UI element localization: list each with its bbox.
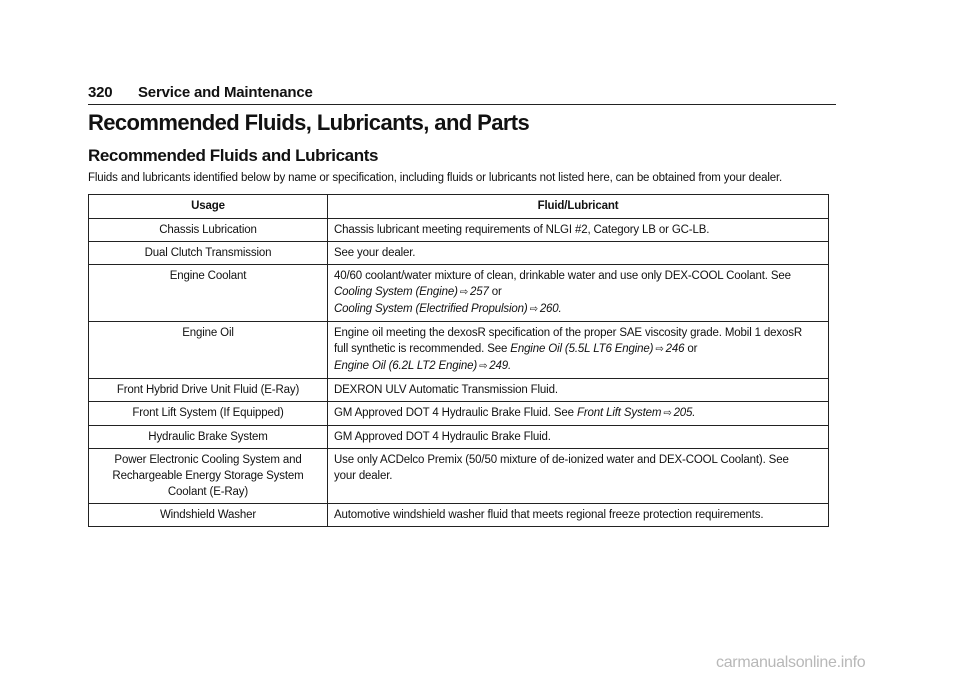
usage-cell: Engine Coolant	[89, 265, 328, 322]
reference-page[interactable]: 249.	[489, 360, 512, 372]
cross-reference-link[interactable]: Engine Oil (6.2L LT2 Engine)	[334, 360, 478, 372]
cross-reference-link[interactable]: Cooling System (Electrified Propulsion)	[334, 303, 528, 315]
fluid-cell	[328, 449, 829, 504]
fluid-cell	[328, 265, 829, 322]
or-text: or	[491, 286, 502, 298]
table-row	[89, 379, 829, 402]
fluids-table	[88, 194, 829, 527]
fluid-text: GM Approved DOT 4 Hydraulic Brake Fluid. See	[334, 407, 574, 419]
page-arrow-icon: ⇨	[459, 287, 468, 298]
table-header-row	[89, 195, 829, 219]
table-row	[89, 426, 829, 449]
or-text: or	[687, 343, 698, 355]
cross-reference-link[interactable]: Front Lift System	[576, 407, 662, 419]
cross-reference-link[interactable]: Engine Oil (5.5L LT6 Engine)	[510, 343, 654, 355]
usage-cell	[89, 449, 328, 504]
fluid-cell: GM Approved DOT 4 Hydraulic Brake Fluid.	[328, 426, 829, 449]
fluid-cell: DEXRON ULV Automatic Transmission Fluid.	[328, 379, 829, 402]
fluid-cell	[328, 402, 829, 426]
watermark: carmanualsonline.info	[716, 654, 866, 671]
fluid-cell	[328, 322, 829, 379]
section-title: Service and Maintenance	[138, 84, 313, 101]
usage-cell: Front Hybrid Drive Unit Fluid (E-Ray)	[89, 379, 328, 402]
section-subtitle: Recommended Fluids and Lubricants	[88, 146, 379, 165]
page-number: 320	[88, 84, 113, 101]
usage-line: Rechargeable Energy Storage System	[112, 470, 304, 482]
column-header-usage: Usage	[89, 195, 328, 219]
table-row	[89, 402, 829, 426]
fluid-text: Use only ACDelco Premix (50/50 mixture of de-ionized water and DEX-COOL Coolant). See	[334, 454, 789, 466]
table-row	[89, 322, 829, 379]
column-header-fluid: Fluid/Lubricant	[328, 195, 829, 219]
usage-line: Power Electronic Cooling System and	[114, 454, 302, 466]
usage-cell: Hydraulic Brake System	[89, 426, 328, 449]
fluid-cell: Automotive windshield washer fluid that meets regional freeze protection requirements.	[328, 504, 829, 527]
page-arrow-icon: ⇨	[663, 408, 672, 419]
reference-page[interactable]: 257	[469, 286, 489, 298]
fluid-text: Engine oil meeting the dexosR specification of the proper SAE viscosity grade. Mobil 1 dexosR	[334, 327, 803, 339]
fluid-text: 40/60 coolant/water mixture of clean, drinkable water and use only DEX-COOL Coolant. See	[334, 270, 791, 282]
reference-page[interactable]: 260.	[539, 303, 562, 315]
page-header	[88, 84, 836, 105]
page-arrow-icon: ⇨	[529, 304, 538, 315]
usage-cell: Engine Oil	[89, 322, 328, 379]
fluid-text: your dealer.	[334, 470, 393, 482]
page-arrow-icon: ⇨	[655, 344, 664, 355]
table-row	[89, 504, 829, 527]
usage-cell: Dual Clutch Transmission	[89, 242, 328, 265]
intro-paragraph: Fluids and lubricants identified below by name or specification, including fluids or lubricants not listed here, can be obtained from your dealer.	[88, 172, 783, 184]
usage-cell: Front Lift System (If Equipped)	[89, 402, 328, 426]
table-row	[89, 449, 829, 504]
usage-line: Coolant (E-Ray)	[167, 486, 249, 498]
fluid-cell: Chassis lubricant meeting requirements of NLGI #2, Category LB or GC-LB.	[328, 219, 829, 242]
fluid-cell: See your dealer.	[328, 242, 829, 265]
reference-page[interactable]: 246	[665, 343, 685, 355]
table-row	[89, 265, 829, 322]
reference-page[interactable]: 205.	[673, 407, 696, 419]
usage-cell: Windshield Washer	[89, 504, 328, 527]
cross-reference-link[interactable]: Cooling System (Engine)	[334, 286, 458, 298]
usage-cell: Chassis Lubrication	[89, 219, 328, 242]
page-arrow-icon: ⇨	[479, 361, 488, 372]
fluid-text: full synthetic is recommended. See	[334, 343, 508, 355]
table-row	[89, 242, 829, 265]
table-row	[89, 219, 829, 242]
page-title: Recommended Fluids, Lubricants, and Parts	[88, 110, 530, 135]
